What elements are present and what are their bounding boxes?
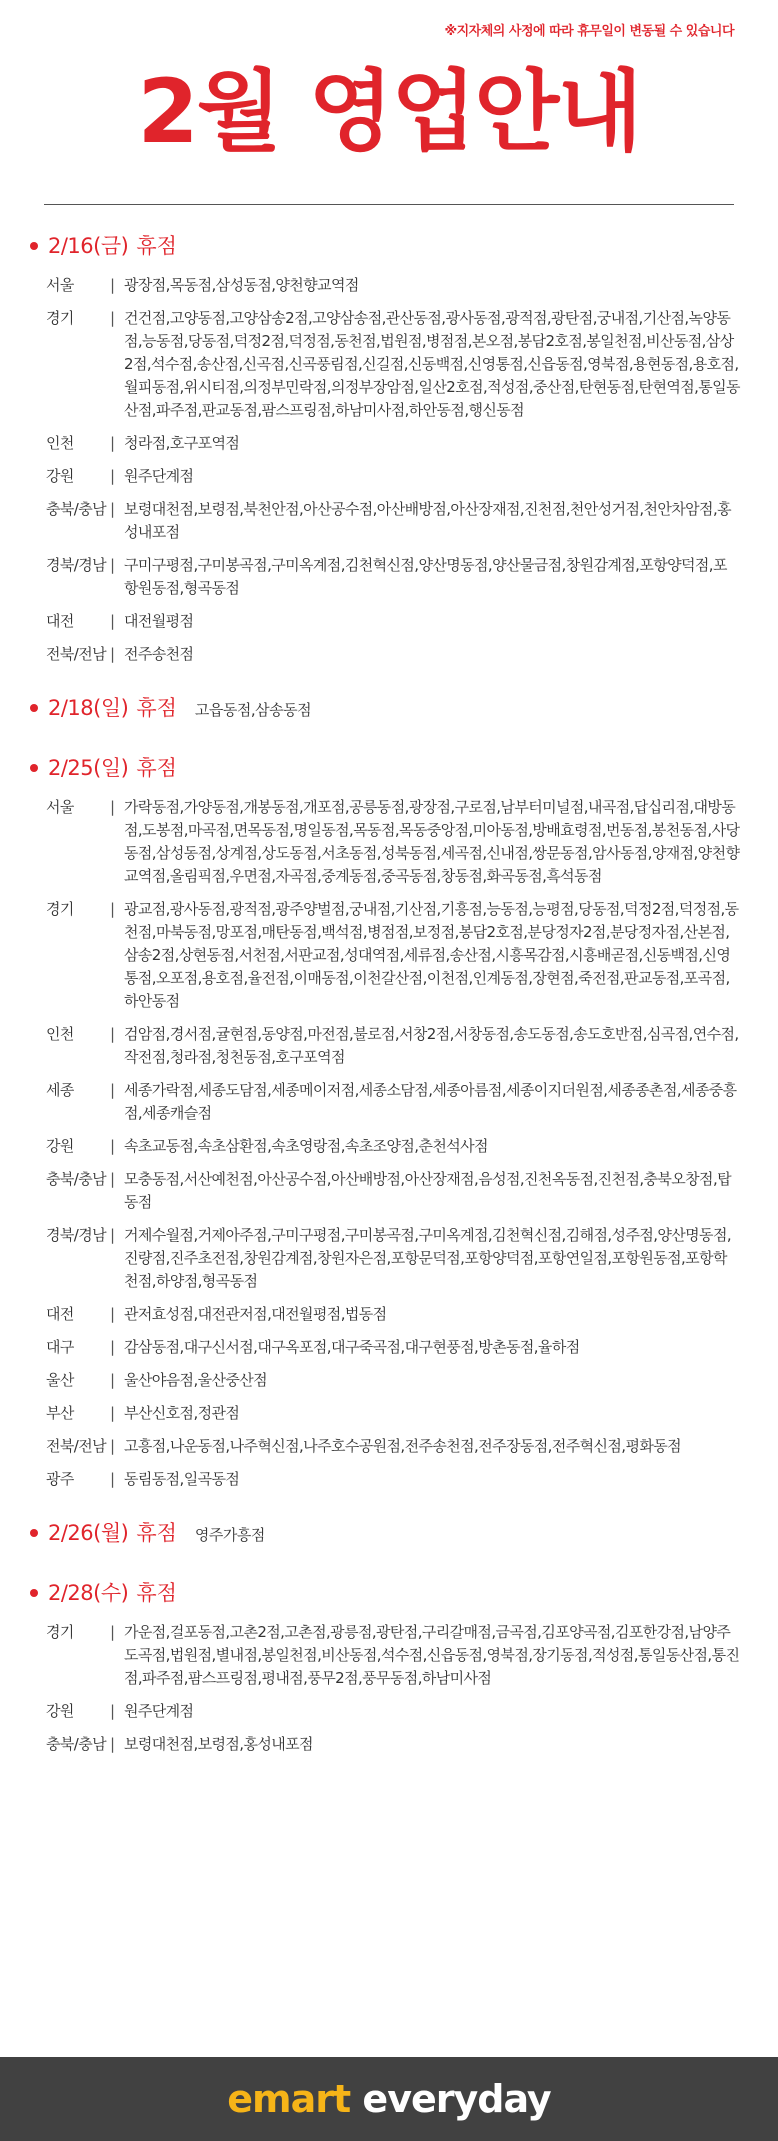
store-list: 부산신호점,정관점 — [124, 1404, 240, 1422]
store-list: 광교점,광사동점,광적점,광주양벌점,궁내점,기산점,기흥점,능동점,능평점,당동점,덕정2점,덕정점,동천점,마북동점,망포점,매탄동점,백석점,병점점,보정점,봉담2호점,분당정자2점,분당정자점,산본점,삼송2점,상현동점,서천점,서판교점,성대역점,세류점,송산점,시흥목감점,시흥배곧점,신동백점,신영통점,오포점,용호점,율전점,이매동점,이천갈산점,이천점,인계동점,장현점,죽전점,판교동점,포곡점,하안동점 — [124, 900, 739, 1010]
store-list: 가운점,걸포동점,고촌2점,고촌점,광릉점,광탄점,구리갈매점,금곡점,김포양곡점,김포한강점,남양주도곡점,법원점,별내점,봉일천점,비산동점,석수점,신읍동점,영북점,장기동점,적성점,통일동산점,통진점,파주점,팜스프링점,평내점,풍무2점,풍무동점,하남미사점 — [124, 1623, 740, 1687]
separator-bar: | — [110, 556, 115, 574]
region-row — [30, 1435, 750, 1458]
separator-bar: | — [110, 612, 115, 630]
store-list: 세종가락점,세종도담점,세종메이저점,세종소담점,세종아름점,세종이지더원점,세종종촌점,세종중흥점,세종캐슬점 — [124, 1081, 737, 1122]
closed-label: 휴점 — [136, 1581, 177, 1605]
region-label: 인천 — [46, 1025, 74, 1043]
store-list: 광장점,목동점,삼성동점,양천향교역점 — [124, 276, 359, 294]
separator-bar: | — [110, 900, 115, 918]
closing-date: 2/18(일) — [48, 696, 129, 720]
bullet-dot-icon — [30, 242, 38, 250]
store-list: 대전월평점 — [124, 612, 194, 630]
region-label: 경기 — [46, 1623, 74, 1641]
separator-bar: | — [110, 309, 115, 327]
separator-bar: | — [110, 1437, 115, 1455]
region-row — [30, 554, 750, 600]
store-list: 울산야음점,울산중산점 — [124, 1371, 268, 1389]
separator-bar: | — [110, 1226, 115, 1244]
section-header — [30, 1517, 750, 1551]
footer — [0, 2057, 778, 2141]
region-row — [30, 643, 750, 666]
region-row — [30, 1700, 750, 1723]
closed-label: 휴점 — [136, 756, 177, 780]
region-row — [30, 796, 750, 888]
inline-store-list: 영주가흥점 — [194, 1526, 265, 1544]
region-row — [30, 1135, 750, 1158]
separator-bar: | — [110, 434, 115, 452]
separator-bar: | — [110, 276, 115, 294]
store-list: 모충동점,서산예천점,아산공수점,아산배방점,아산장재점,음성점,진천옥동점,진천점,충북오창점,탑동점 — [124, 1170, 732, 1211]
region-row — [30, 1402, 750, 1425]
region-row — [30, 898, 750, 1013]
separator-bar: | — [110, 1623, 115, 1641]
region-row — [30, 1023, 750, 1069]
region-label: 대전 — [46, 1305, 74, 1323]
store-list: 감삼동점,대구신서점,대구옥포점,대구죽곡점,대구현풍점,방촌동점,율하점 — [124, 1338, 580, 1356]
closing-section — [30, 230, 750, 666]
region-row — [30, 1224, 750, 1293]
closing-section — [30, 692, 750, 726]
region-row — [30, 465, 750, 488]
region-label: 세종 — [46, 1081, 74, 1099]
section-header — [30, 692, 750, 726]
separator-bar: | — [110, 1470, 115, 1488]
section-header — [30, 1577, 750, 1611]
closing-section — [30, 1577, 750, 1756]
region-label: 전북/전남 — [46, 1437, 107, 1455]
region-row — [30, 1303, 750, 1326]
region-row — [30, 1168, 750, 1214]
store-list: 구미구평점,구미봉곡점,구미옥계점,김천혁신점,양산명동점,양산물금점,창원감계점,포항양덕점,포항원동점,형곡동점 — [124, 556, 727, 597]
region-label: 충북/충남 — [46, 1170, 107, 1188]
region-row — [30, 307, 750, 422]
closed-label: 휴점 — [136, 234, 177, 258]
section-header — [30, 752, 750, 786]
store-list: 원주단계점 — [124, 1702, 194, 1720]
closing-section — [30, 1517, 750, 1551]
separator-bar: | — [110, 1170, 115, 1188]
region-label: 강원 — [46, 1137, 74, 1155]
store-list: 전주송천점 — [124, 645, 194, 663]
separator-bar: | — [110, 1025, 115, 1043]
closing-date: 2/16(금) — [48, 234, 129, 258]
region-label: 전북/전남 — [46, 645, 107, 663]
separator-bar: | — [110, 467, 115, 485]
title-divider — [44, 204, 734, 205]
region-row — [30, 498, 750, 544]
region-row — [30, 1079, 750, 1125]
region-label: 광주 — [46, 1470, 74, 1488]
store-list: 원주단계점 — [124, 467, 194, 485]
closing-date: 2/25(일) — [48, 756, 129, 780]
separator-bar: | — [110, 1371, 115, 1389]
closing-section — [30, 752, 750, 1491]
store-list: 보령대천점,보령점,북천안점,아산공수점,아산배방점,아산장재점,진천점,천안성거점,천안차암점,홍성내포점 — [124, 500, 732, 541]
region-row — [30, 1733, 750, 1756]
region-row — [30, 274, 750, 297]
region-label: 충북/충남 — [46, 1735, 107, 1753]
store-list: 관저효성점,대전관저점,대전월평점,법동점 — [124, 1305, 387, 1323]
store-list: 검암점,경서점,귤현점,동양점,마전점,불로점,서창2점,서창동점,송도동점,송도호반점,심곡점,연수점,작전점,청라점,청천동점,호구포역점 — [124, 1025, 739, 1066]
region-label: 대구 — [46, 1338, 74, 1356]
region-row — [30, 1621, 750, 1690]
region-row — [30, 1336, 750, 1359]
region-label: 울산 — [46, 1371, 74, 1389]
bullet-dot-icon — [30, 764, 38, 772]
schedule-list — [30, 230, 750, 1782]
store-list: 청라점,호구포역점 — [124, 434, 240, 452]
store-list: 속초교동점,속초삼환점,속초영랑점,속초조양점,춘천석사점 — [124, 1137, 488, 1155]
separator-bar: | — [110, 645, 115, 663]
region-label: 강원 — [46, 467, 74, 485]
store-list: 고흥점,나운동점,나주혁신점,나주호수공원점,전주송천점,전주장동점,전주혁신점,평화동점 — [124, 1437, 682, 1455]
closed-label: 휴점 — [136, 696, 177, 720]
bullet-dot-icon — [30, 704, 38, 712]
closed-label: 휴점 — [136, 1521, 177, 1545]
region-row — [30, 432, 750, 455]
separator-bar: | — [110, 798, 115, 816]
region-row — [30, 610, 750, 633]
region-label: 경기 — [46, 309, 74, 327]
region-label: 경북/경남 — [46, 1226, 107, 1244]
separator-bar: | — [110, 1305, 115, 1323]
region-label: 서울 — [46, 798, 74, 816]
section-header — [30, 230, 750, 264]
notice-text: ※지자체의 사정에 따라 휴무일이 변동될 수 있습니다 — [444, 24, 734, 39]
region-label: 대전 — [46, 612, 74, 630]
bullet-dot-icon — [30, 1589, 38, 1597]
separator-bar: | — [110, 1081, 115, 1099]
closing-date: 2/26(월) — [48, 1521, 129, 1545]
region-row — [30, 1369, 750, 1392]
region-label: 강원 — [46, 1702, 74, 1720]
emart-everyday-logo: emart everyday — [227, 2077, 551, 2121]
inline-store-list: 고읍동점,삼송동점 — [194, 701, 312, 719]
closing-date: 2/28(수) — [48, 1581, 129, 1605]
region-row — [30, 1468, 750, 1491]
store-list: 거제수월점,거제아주점,구미구평점,구미봉곡점,구미옥계점,김천혁신점,김해점,성주점,양산명동점,진량점,진주초전점,창원감계점,창원자은점,포항문덕점,포항양덕점,포항연일점,포항원동점,포항학천점,하양점,형곡동점 — [124, 1226, 732, 1290]
separator-bar: | — [110, 1702, 115, 1720]
separator-bar: | — [110, 1735, 115, 1753]
separator-bar: | — [110, 500, 115, 518]
region-label: 경기 — [46, 900, 74, 918]
page-title: 2월 영업안내 — [137, 60, 641, 163]
region-label: 인천 — [46, 434, 74, 452]
store-list: 보령대천점,보령점,홍성내포점 — [124, 1735, 313, 1753]
region-label: 서울 — [46, 276, 74, 294]
bullet-dot-icon — [30, 1529, 38, 1537]
separator-bar: | — [110, 1404, 115, 1422]
store-list: 건건점,고양동점,고양삼송2점,고양삼송점,관산동점,광사동점,광적점,광탄점,궁내점,기산점,녹양동점,능동점,당동점,덕정2점,덕정점,동천점,법원점,병점점,본오점,봉담2호점,봉일천점,비산동점,삼상2점,석수점,송산점,신곡점,신곡풍림점,신길점,신동백점,신영통점,신읍동점,영북점,용현동점,용호점,월피동점,위시티점,의정부민락점,의정부장암점,일산2호점,적성점,중산점,탄현동점,탄현역점,통일동산점,파주점,판교동점,팜스프링점,하남미사점,하안동점,행신동점 — [124, 309, 740, 419]
region-label: 충북/충남 — [46, 500, 107, 518]
region-label: 부산 — [46, 1404, 74, 1422]
region-label: 경북/경남 — [46, 556, 107, 574]
store-list: 동림동점,일곡동점 — [124, 1470, 240, 1488]
store-list: 가락동점,가양동점,개봉동점,개포점,공릉동점,광장점,구로점,남부터미널점,내곡점,답십리점,대방동점,도봉점,마곡점,면목동점,명일동점,목동점,목동중앙점,미아동점,방배효령점,번동점,봉천동점,사당동점,삼성동점,상계점,상도동점,서초동점,성북동점,세곡점,신내점,쌍문동점,암사동점,양재점,양천향교역점,올림픽점,우면점,자곡점,중계동점,중곡동점,창동점,화곡동점,흑석동점 — [124, 798, 740, 885]
separator-bar: | — [110, 1137, 115, 1155]
separator-bar: | — [110, 1338, 115, 1356]
